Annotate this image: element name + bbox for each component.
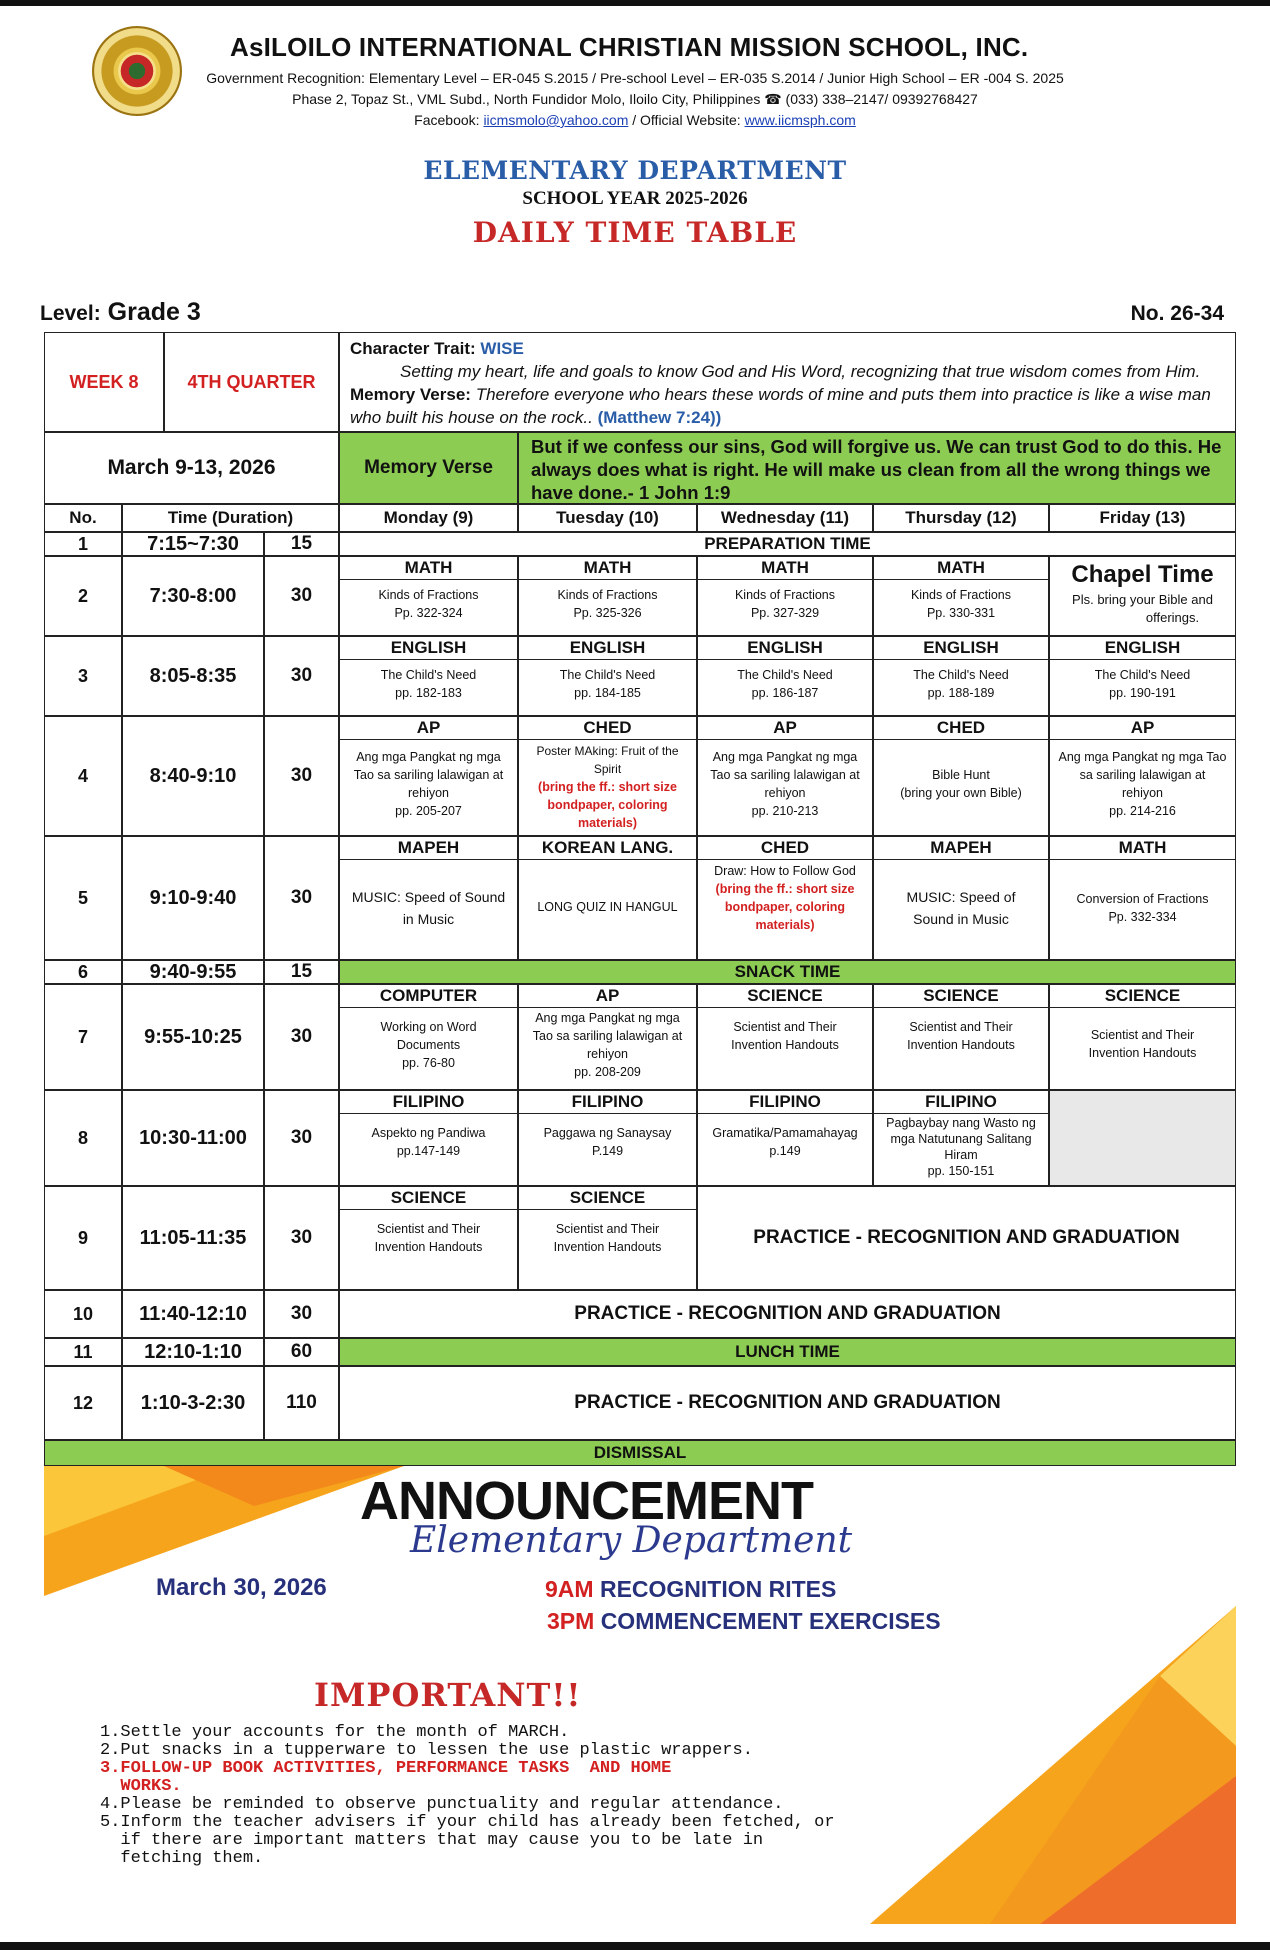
class-cell-wednesday [697, 1090, 873, 1186]
subject-label: ENGLISH [874, 637, 1048, 660]
row-duration: 30 [264, 836, 339, 960]
subject-label: ENGLISH [340, 637, 517, 660]
row-time: 8:05-8:35 [122, 636, 264, 716]
grade-level [40, 298, 201, 327]
topic-text: Ang mga Pangkat ng mga Tao sa sariling lalawigan at rehiyon [1058, 750, 1227, 800]
chapel-note-2: offerings. [1145, 610, 1200, 625]
topic-pages: pp. 205-207 [395, 804, 462, 818]
class-cell-tuesday [518, 836, 697, 960]
contact-line [150, 112, 1120, 128]
row-number: 8 [44, 1090, 122, 1186]
topic-pages: pp.147-149 [396, 1144, 461, 1158]
topic-pages: Pp. 327-329 [750, 606, 820, 620]
subject-label: MAPEH [874, 837, 1048, 860]
subject-label: SCIENCE [874, 985, 1048, 1008]
topic-text: Scientist and Their Invention Handouts [907, 1020, 1015, 1052]
row-time: 7:30-8:00 [122, 556, 264, 636]
top-border [0, 0, 1270, 6]
trait-value: WISE [480, 339, 524, 358]
date-range: March 9-13, 2026 [107, 456, 276, 479]
topic-pages: P.149 [591, 1144, 624, 1158]
preparation-time: PREPARATION TIME [339, 532, 1236, 556]
subject-label: AP [340, 717, 517, 740]
class-cell-friday [1049, 636, 1236, 716]
event-commencement [547, 1608, 941, 1635]
empty-cell-friday [1049, 1090, 1236, 1186]
row-duration: 30 [264, 716, 339, 836]
event1-time: 9AM [545, 1576, 594, 1602]
row-time: 11:40-12:10 [122, 1290, 264, 1338]
memory-reference: (Matthew 7:24)) [597, 408, 722, 427]
note-item: 5.Inform the teacher advisers if your child has already been fetched, or if there are important matters that may cause you to be late in fetching them. [100, 1813, 835, 1868]
trait-line [350, 337, 1225, 360]
header-time: Time (Duration) [122, 504, 339, 532]
topic-text: Pagbaybay nang Wasto ng mga Natutunang Salitang Hiram [886, 1116, 1036, 1162]
row-time: 12:10-1:10 [122, 1338, 264, 1366]
row-number: 3 [44, 636, 122, 716]
note-item: 1.Settle your accounts for the month of MARCH. [100, 1723, 570, 1742]
row-duration: 30 [264, 556, 339, 636]
subject-label: FILIPINO [340, 1091, 517, 1114]
subject-label: COMPUTER [340, 985, 517, 1008]
quarter-label: 4TH QUARTER [187, 371, 316, 392]
row-number: 12 [44, 1366, 122, 1440]
subject-label: CHED [874, 717, 1048, 740]
row-duration: 60 [264, 1338, 339, 1366]
topic-text: Kinds of Fractions [910, 588, 1012, 602]
memory-verse-text: But if we confess our sins, God will forgive us. We can trust God to do this. He always does what is right. He will make us clean from all the wrong things we have done.- 1 John 1:9 [531, 436, 1222, 503]
class-cell-thursday [873, 1090, 1049, 1186]
row-time: 10:30-11:00 [122, 1090, 264, 1186]
row-duration: 30 [264, 1186, 339, 1290]
class-cell-monday [339, 1186, 518, 1290]
practice-block: PRACTICE - RECOGNITION AND GRADUATION [339, 1290, 1236, 1338]
class-cell-wednesday [697, 636, 873, 716]
school-year: SCHOOL YEAR 2025-2026 [522, 188, 748, 209]
subject-label: ENGLISH [698, 637, 872, 660]
row-number: 6 [44, 960, 122, 984]
topic-text: The Child's Need [559, 668, 656, 682]
document-number: No. 26-34 [1130, 302, 1224, 325]
row-time: 1:10-3-2:30 [122, 1366, 264, 1440]
subject-label: SCIENCE [1050, 985, 1235, 1008]
topic-text: The Child's Need [737, 668, 833, 682]
topic-pages: Pp. 322-324 [394, 606, 463, 620]
subject-label: AP [698, 717, 872, 740]
topic-text: The Child's Need [913, 668, 1009, 682]
topic-text: The Child's Need [1094, 668, 1191, 682]
topic-text: Kinds of Fractions [378, 588, 479, 602]
row-number: 4 [44, 716, 122, 836]
header-thursday: Thursday (12) [873, 504, 1049, 532]
class-cell-wednesday [697, 984, 873, 1090]
topic-text: Paggawa ng Sanaysay [543, 1126, 672, 1140]
subject-label: FILIPINO [698, 1091, 872, 1114]
row-time: 9:10-9:40 [122, 836, 264, 960]
topic-text: Bible Hunt [932, 768, 990, 782]
subject-label: FILIPINO [519, 1091, 696, 1114]
subject-label: AP [519, 985, 696, 1008]
level-label: Level: [40, 302, 101, 325]
class-cell-tuesday [518, 556, 697, 636]
date-range-cell [44, 432, 339, 504]
row-duration: 110 [264, 1366, 339, 1440]
facebook-label: Facebook: [414, 112, 480, 128]
class-cell-thursday [873, 984, 1049, 1090]
event-recognition [545, 1576, 836, 1603]
topic-pages: pp. 214-216 [1109, 804, 1176, 818]
topic-pages: pp. 182-183 [395, 686, 462, 700]
materials-note: (bring the ff.: short size bondpaper, coloring materials) [538, 780, 677, 830]
important-heading: IMPORTANT!! [314, 1676, 582, 1714]
class-cell-thursday [873, 636, 1049, 716]
dismissal-bar: DISMISSAL [44, 1440, 1236, 1466]
memory-verse-line [350, 383, 1225, 429]
important-notes [100, 1724, 980, 1868]
subject-label: CHED [519, 717, 696, 740]
subject-label: MATH [874, 557, 1048, 580]
memory-verse-label-cell [339, 432, 518, 504]
header-friday: Friday (13) [1049, 504, 1236, 532]
topic-text: Ang mga Pangkat ng mga Tao sa sariling lalawigan at rehiyon [710, 750, 860, 800]
class-cell-wednesday [697, 556, 873, 636]
class-cell-friday [1049, 836, 1236, 960]
subject-label: FILIPINO [874, 1091, 1048, 1114]
subject-label: SCIENCE [519, 1187, 696, 1210]
topic-text: Aspekto ng Pandiwa [371, 1126, 486, 1140]
trait-label: Character Trait: [350, 339, 476, 358]
topic-text: Scientist and Their Invention Handouts [374, 1222, 483, 1254]
trait-description: Setting my heart, life and goals to know God and His Word, recognizing that true wisdom comes from Him. [400, 362, 1201, 381]
memory-verse-text-cell [518, 432, 1236, 504]
subject-label: KOREAN LANG. [519, 837, 696, 860]
topic-text: Kinds of Fractions [734, 588, 836, 602]
subject-label: ENGLISH [1050, 637, 1235, 660]
week-label: WEEK 8 [69, 371, 139, 392]
class-cell-thursday [873, 556, 1049, 636]
row-time: 9:55-10:25 [122, 984, 264, 1090]
class-cell-wednesday [697, 836, 873, 960]
note-item: 3.FOLLOW-UP BOOK ACTIVITIES, PERFORMANCE TASKS AND HOME WORKS. [100, 1759, 672, 1796]
event2-time: 3PM [547, 1608, 595, 1634]
row-time: 7:15~7:30 [122, 532, 264, 556]
row-duration: 30 [264, 984, 339, 1090]
topic-text: Draw: How to Follow God [714, 864, 856, 878]
topic-text: MUSIC: Speed of Sound in Music [906, 889, 1016, 927]
class-cell-monday [339, 984, 518, 1090]
chapel-time-cell [1049, 556, 1236, 636]
row-time: 8:40-9:10 [122, 716, 264, 836]
announcement-title: ANNOUNCEMENT [360, 1471, 813, 1531]
chapel-title: Chapel Time [1071, 561, 1214, 588]
topic-text: Scientist and Their Invention Handouts [731, 1020, 839, 1052]
week-cell [44, 332, 164, 432]
note-item: 2.Put snacks in a tupperware to lessen the use plastic wrappers. [100, 1741, 753, 1760]
class-cell-tuesday [518, 984, 697, 1090]
document-title: DAILY TIME TABLE [472, 216, 798, 249]
subject-label: ENGLISH [519, 637, 696, 660]
memory-label: Memory Verse: [350, 385, 471, 404]
row-duration: 15 [264, 532, 339, 556]
topic-text: Ang mga Pangkat ng mga Tao sa sariling lalawigan at rehiyon [532, 1011, 683, 1061]
topic-text: The Child's Need [380, 668, 477, 682]
subject-label: MATH [340, 557, 517, 580]
row-duration: 30 [264, 636, 339, 716]
class-cell-wednesday [697, 716, 873, 836]
subject-label: MATH [519, 557, 696, 580]
topic-text: Working on Word Documents [380, 1020, 477, 1052]
header-tuesday: Tuesday (10) [518, 504, 697, 532]
topic-pages: Pp. 332-334 [1108, 910, 1177, 924]
subject-label: MATH [698, 557, 872, 580]
topic-text: Kinds of Fractions [557, 588, 658, 602]
row-duration: 15 [264, 960, 339, 984]
subject-label: SCIENCE [698, 985, 872, 1008]
subject-label: MAPEH [340, 837, 517, 860]
class-cell-tuesday [518, 716, 697, 836]
row-duration: 30 [264, 1290, 339, 1338]
row-number: 7 [44, 984, 122, 1090]
class-cell-friday [1049, 716, 1236, 836]
subject-label: CHED [698, 837, 872, 860]
school-name: AsILOILO INTERNATIONAL CHRISTIAN MISSION SCHOOL, INC. [230, 32, 1029, 62]
row-time: 11:05-11:35 [122, 1186, 264, 1290]
topic-pages: p.149 [769, 1144, 801, 1158]
topic-text: LONG QUIZ IN HANGUL [537, 900, 678, 914]
topic-pages: pp. 186-187 [751, 686, 819, 700]
level-value: Grade 3 [107, 298, 201, 326]
row-number: 11 [44, 1338, 122, 1366]
class-cell-monday [339, 636, 518, 716]
row-number: 9 [44, 1186, 122, 1290]
department-title: ELEMENTARY DEPARTMENT [423, 156, 847, 185]
subject-label: AP [1050, 717, 1235, 740]
address-line: Phase 2, Topaz St., VML Subd., North Fundidor Molo, Iloilo City, Philippines ☎ (033) 338–2147/ 09392768427 [292, 91, 978, 107]
row-number: 10 [44, 1290, 122, 1338]
row-duration: 30 [264, 1090, 339, 1186]
topic-note: (bring your own Bible) [900, 786, 1022, 800]
topic-pages: pp. 184-185 [574, 686, 641, 700]
class-cell-monday [339, 836, 518, 960]
row-number: 5 [44, 836, 122, 960]
event2-name: COMMENCEMENT EXERCISES [600, 1608, 941, 1634]
topic-text: MUSIC: Speed of Sound in Music [351, 889, 506, 927]
subject-label: MATH [1050, 837, 1235, 860]
topic-pages: pp. 208-209 [574, 1065, 641, 1079]
topic-text: Poster MAking: Fruit of the Spirit [536, 744, 679, 776]
row-time: 9:40-9:55 [122, 960, 264, 984]
class-cell-tuesday [518, 1090, 697, 1186]
class-cell-tuesday [518, 1186, 697, 1290]
note-item: 4.Please be reminded to observe punctuality and regular attendance. [100, 1795, 784, 1814]
class-cell-friday [1049, 984, 1236, 1090]
snack-time-bar: SNACK TIME [339, 960, 1236, 984]
quarter-cell [164, 332, 339, 432]
practice-block: PRACTICE - RECOGNITION AND GRADUATION [697, 1186, 1236, 1290]
topic-pages: pp. 76-80 [402, 1056, 455, 1070]
class-cell-monday [339, 716, 518, 836]
header-monday: Monday (9) [339, 504, 518, 532]
class-cell-tuesday [518, 636, 697, 716]
topic-pages: pp. 210-213 [751, 804, 819, 818]
class-cell-thursday [873, 836, 1049, 960]
topic-pages: Pp. 330-331 [926, 606, 996, 620]
website-link[interactable]: www.iicmsph.com [744, 112, 856, 128]
materials-note: (bring the ff.: short size bondpaper, coloring materials) [715, 882, 855, 932]
announcement-date: March 30, 2026 [156, 1574, 327, 1601]
website-label: / Official Website: [628, 112, 741, 128]
class-cell-monday [339, 556, 518, 636]
class-cell-monday [339, 1090, 518, 1186]
topic-pages: pp. 190-191 [1109, 686, 1176, 700]
bottom-border [0, 1942, 1270, 1950]
topic-pages: pp. 150-151 [927, 1164, 995, 1178]
practice-block: PRACTICE - RECOGNITION AND GRADUATION [339, 1366, 1236, 1440]
topic-text: Gramatika/Pamamahayag [712, 1126, 858, 1140]
row-number: 2 [44, 556, 122, 636]
memory-text: Therefore everyone who hears these words of mine and puts them into practice is like a wise man who built his house on the rock.. [350, 385, 1211, 427]
recognition-line: Government Recognition: Elementary Level – ER-045 S.2015 / Pre-school Level – ER-035 S.2014 / Junior High School – ER -004 S. 2025 [206, 70, 1064, 86]
class-cell-thursday [873, 716, 1049, 836]
topic-text: Conversion of Fractions [1076, 892, 1209, 906]
row-number: 1 [44, 532, 122, 556]
subject-label: SCIENCE [340, 1187, 517, 1210]
event1-name: RECOGNITION RITES [599, 1576, 837, 1602]
topic-pages: pp. 188-189 [927, 686, 995, 700]
character-trait-box [339, 332, 1236, 432]
announcement-subtitle: Elementary Department [410, 1520, 853, 1561]
topic-text: Ang mga Pangkat ng mga Tao sa sariling lalawigan at rehiyon [353, 750, 504, 800]
chapel-note: Pls. bring your Bible and [1072, 592, 1213, 607]
lunch-time-bar: LUNCH TIME [339, 1338, 1236, 1366]
header-wednesday: Wednesday (11) [697, 504, 873, 532]
topic-pages: Pp. 325-326 [573, 606, 642, 620]
header-no: No. [44, 504, 122, 532]
memory-verse-label: Memory Verse [364, 457, 493, 478]
topic-text: Scientist and Their Invention Handouts [1088, 1028, 1197, 1060]
facebook-link[interactable]: iicmsmolo@yahoo.com [483, 112, 629, 128]
topic-text: Scientist and Their Invention Handouts [553, 1222, 662, 1254]
